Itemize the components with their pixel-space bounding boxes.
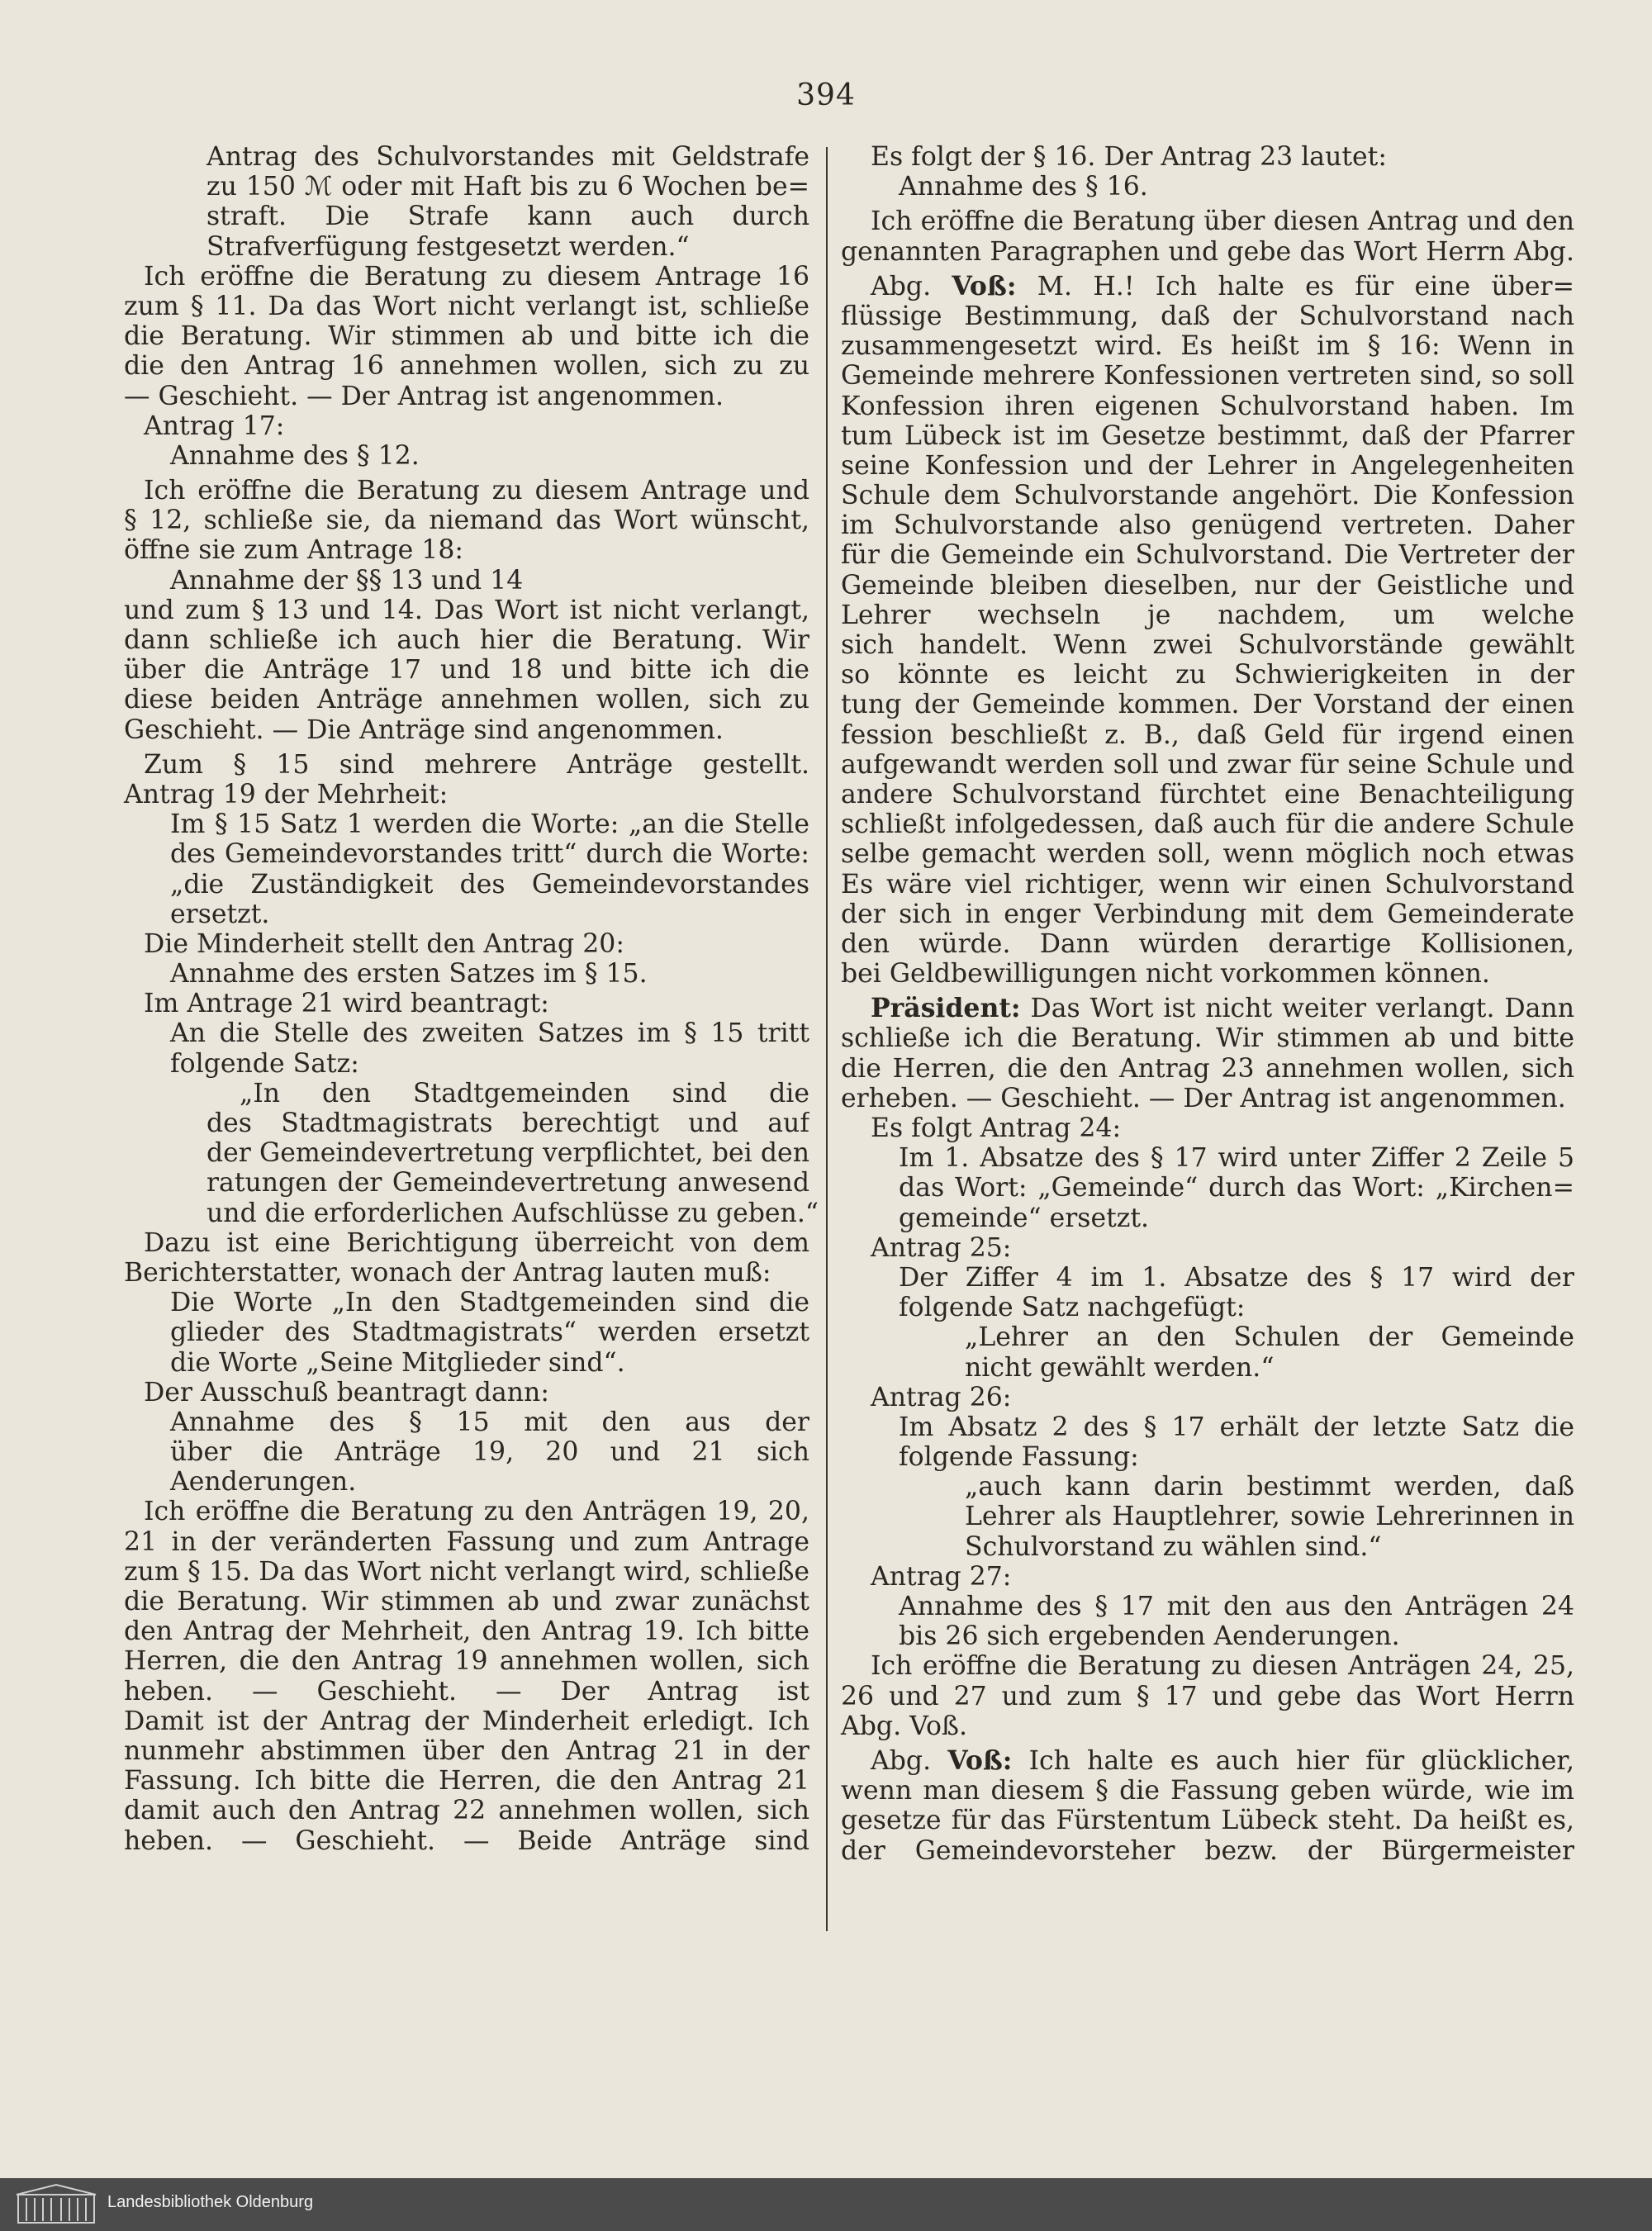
text-line: Abg. Voß.: [841, 1711, 967, 1741]
text-line: über die Anträge 17 und 18 und bitte ich die: [124, 655, 809, 686]
text-line: Lehrer als Hauptlehrer, sowie Lehrerinnen in: [965, 1502, 1574, 1532]
speaker-name: Voß:: [947, 1745, 1013, 1776]
text-line: Die Minderheit stellt den Antrag 20:: [144, 928, 624, 959]
text-line: Damit ist der Antrag der Minderheit erledigt. Ich: [124, 1706, 809, 1736]
text-line: schließt infolgedessen, daß auch für die andere Schule: [841, 809, 1574, 840]
text-line: Im § 15 Satz 1 werden die Worte: „an die Stelle: [170, 809, 809, 840]
text-line: heben. — Geschieht. — Beide Anträge sind: [124, 1825, 809, 1856]
text-line: den Antrag der Mehrheit, den Antrag 19. Ich bitte: [124, 1616, 809, 1647]
line-text: Ich halte es auch hier für glücklicher,: [1012, 1745, 1574, 1776]
text-line: Zum § 15 sind mehrere Anträge gestellt.: [144, 749, 809, 780]
text-line: andere Schulvorstand fürchtet eine Benachteiligung: [841, 779, 1574, 809]
text-line: Antrag 26:: [871, 1382, 1012, 1412]
text-line: Gemeinde mehrere Konfessionen vertreten sind, so soll: [841, 361, 1574, 392]
text-line: über die Anträge 19, 20 und 21 sich: [170, 1437, 809, 1468]
text-line: folgende Satz:: [170, 1048, 359, 1079]
text-line: bis 26 sich ergebenden Aenderungen.: [899, 1621, 1400, 1652]
text-line: ersetzt.: [170, 899, 270, 929]
text-line: Im Absatz 2 des § 17 erhält der letzte Satz die: [899, 1412, 1574, 1442]
text-line: diese beiden Anträge annehmen wollen, sich zu: [124, 685, 809, 715]
text-line: heben. — Geschieht. — Der Antrag ist: [124, 1676, 809, 1706]
text-line: zum § 15. Da das Wort nicht verlangt wird, schließe: [124, 1556, 809, 1587]
text-line: Ich eröffne die Beratung zu den Anträgen 19, 20,: [144, 1497, 809, 1527]
text-line: das Wort: „Gemeinde“ durch das Wort: „Kirchen=: [899, 1173, 1574, 1203]
text-line: — Geschieht. — Der Antrag ist angenommen.: [124, 381, 724, 411]
text-line: Annahme des § 12.: [170, 440, 420, 471]
text-line: Lehrer wechseln je nachdem, um welche: [841, 600, 1574, 630]
text-line: aufgewandt werden soll und zwar für seine Schule und: [841, 749, 1574, 780]
text-line: Gemeinde bleiben dieselben, nur der Geistliche und: [841, 570, 1574, 600]
text-line: Der Ausschuß beantragt dann:: [144, 1377, 549, 1407]
text-line: der Gemeindevertretung verpflichtet, bei den: [206, 1138, 809, 1169]
text-line: tung der Gemeinde kommen. Der Vorstand der einen: [841, 690, 1574, 720]
page-number: 394: [796, 78, 856, 112]
text-line: „auch kann darin bestimmt werden, daß: [965, 1472, 1574, 1502]
text-line: Strafverfügung festgesetzt werden.“: [206, 231, 690, 262]
text-line: Geschieht. — Die Anträge sind angenommen.: [124, 714, 724, 745]
text-line: Im Antrage 21 wird beantragt:: [144, 989, 549, 1019]
text-line: selbe gemacht werden soll, wenn möglich noch etwas: [841, 839, 1574, 870]
text-line: Es folgt Antrag 24:: [871, 1113, 1122, 1143]
text-line: folgende Satz nachgefügt:: [899, 1293, 1246, 1323]
library-name: Landesbibliothek Oldenburg: [107, 2193, 314, 2211]
speaker-prefix: Abg.: [871, 1745, 948, 1776]
text-line: Herren, die den Antrag 19 annehmen wollen, sich: [124, 1646, 809, 1677]
text-line: Dazu ist eine Berichtigung überreicht von dem: [144, 1227, 809, 1258]
text-line: Ich eröffne die Beratung zu diesem Antrage 16: [144, 261, 809, 292]
text-line: Antrag 19 der Mehrheit:: [124, 779, 449, 809]
text-line: zum § 11. Da das Wort nicht verlangt ist, schließe: [124, 291, 809, 321]
line-text: Das Wort ist nicht weiter verlangt. Dann: [1020, 994, 1574, 1024]
footer-bar: [0, 2178, 1652, 2231]
text-line: zu 150 ℳ oder mit Haft bis zu 6 Wochen be=: [206, 172, 809, 202]
text-line: gesetze für das Fürstentum Lübeck steht. Da heißt es,: [841, 1806, 1574, 1836]
text-line: [841, 272, 1574, 301]
text-line: Es folgt der § 16. Der Antrag 23 lautet:: [871, 142, 1387, 172]
text-line: Antrag 17:: [144, 411, 285, 441]
text-line: nicht gewählt werden.“: [965, 1352, 1275, 1383]
text-line: und die erforderlichen Aufschlüsse zu geben.“: [206, 1198, 819, 1228]
text-line: Fassung. Ich bitte die Herren, die den Antrag 21: [124, 1766, 809, 1797]
text-line: Annahme des ersten Satzes im § 15.: [170, 959, 648, 990]
text-line: Berichterstatter, wonach der Antrag lauten muß:: [124, 1257, 771, 1288]
right-column: [841, 142, 1574, 1866]
text-line: Ich eröffne die Beratung zu diesen Anträgen 24, 25,: [871, 1651, 1574, 1682]
text-line: so könnte es leicht zu Schwierigkeiten in der: [841, 660, 1574, 691]
text-line: Annahme des § 16.: [899, 172, 1148, 202]
text-line: straft. Die Strafe kann auch durch: [206, 202, 809, 232]
text-line: Ich eröffne die Beratung über diesen Antrag und den: [871, 206, 1574, 237]
text-line: für die Gemeinde ein Schulvorstand. Die Vertreter der: [841, 540, 1574, 571]
text-line: glieder des Stadtmagistrats“ werden ersetzt: [170, 1317, 809, 1348]
text-line: Konfession ihren eigenen Schulvorstand haben. Im: [841, 391, 1574, 421]
text-line: folgende Fassung:: [899, 1442, 1139, 1473]
text-line: schließe ich die Beratung. Wir stimmen ab und bitte: [841, 1023, 1574, 1054]
text-line: Annahme des § 15 mit den aus der: [170, 1407, 809, 1437]
text-line: der sich in enger Verbindung mit dem Gemeinderate: [841, 899, 1574, 929]
text-line: die Herren, die den Antrag 23 annehmen wollen, sich: [841, 1053, 1574, 1084]
text-line: ratungen der Gemeindevertretung anwesend: [206, 1168, 809, 1199]
text-line: zusammengesetzt wird. Es heißt im § 16: Wenn in: [841, 331, 1574, 362]
text-line: sich handelt. Wenn zwei Schulvorstände gewählt: [841, 630, 1574, 660]
text-line: der Gemeindevorsteher bezw. der Bürgermeister: [841, 1835, 1574, 1866]
text-line: des Stadtmagistrats berechtigt und auf: [206, 1108, 809, 1138]
text-line: Ich eröffne die Beratung zu diesem Antrage und: [144, 476, 809, 506]
text-line: An die Stelle des zweiten Satzes im § 15 tritt: [170, 1018, 809, 1049]
text-line: § 12, schließe sie, da niemand das Wort wünscht,: [124, 506, 809, 536]
text-line: „Lehrer an den Schulen der Gemeinde: [965, 1322, 1574, 1353]
speaker-name: Präsident:: [871, 994, 1021, 1024]
text-line: gemeinde“ ersetzt.: [899, 1203, 1150, 1233]
text-line: Der Ziffer 4 im 1. Absatze des § 17 wird der: [899, 1262, 1574, 1293]
text-line: Schule dem Schulvorstande angehört. Die Konfession: [841, 481, 1574, 511]
text-line: erheben. — Geschieht. — Der Antrag ist angenommen.: [841, 1083, 1566, 1113]
text-line: die Beratung. Wir stimmen ab und zwar zunächst: [124, 1587, 809, 1616]
library-building-icon: [15, 2183, 97, 2226]
text-line: die Worte „Seine Mitglieder sind“.: [170, 1347, 625, 1378]
text-line: Annahme des § 17 mit den aus den Anträgen 24: [899, 1592, 1574, 1621]
text-line: Antrag 27:: [871, 1561, 1012, 1592]
text-line: genannten Paragraphen und gebe das Wort Herrn Abg.: [841, 236, 1574, 267]
text-line: damit auch den Antrag 22 annehmen wollen, sich: [124, 1796, 809, 1826]
text-line: [841, 1746, 1574, 1776]
speaker-prefix: Abg.: [871, 271, 952, 301]
line-text: M. H.! Ich halte es für eine über=: [1016, 271, 1574, 301]
text-line: die Beratung. Wir stimmen ab und bitte ich die: [124, 321, 809, 352]
text-line: Schulvorstand zu wählen sind.“: [965, 1531, 1382, 1562]
text-line: Im 1. Absatze des § 17 wird unter Ziffer 2 Zeile 5: [899, 1143, 1574, 1174]
text-line: und zum § 13 und 14. Das Wort ist nicht verlangt,: [124, 595, 809, 625]
text-line: 21 in der veränderten Fassung und zum Antrage: [124, 1526, 809, 1557]
text-line: Annahme der §§ 13 und 14: [170, 565, 524, 596]
column-divider: [826, 147, 828, 1931]
text-line: öffne sie zum Antrage 18:: [124, 535, 463, 566]
text-line: dann schließe ich auch hier die Beratung. Wir: [124, 625, 809, 655]
text-line: 26 und 27 und zum § 17 und gebe das Wort Herrn: [841, 1681, 1574, 1711]
text-line: [841, 994, 1574, 1023]
text-line: Die Worte „In den Stadtgemeinden sind die: [170, 1288, 809, 1318]
text-line: im Schulvorstande also genügend vertreten. Daher: [841, 510, 1574, 541]
text-line: flüssige Bestimmung, daß der Schulvorstand nach: [841, 301, 1574, 331]
speaker-name: Voß:: [952, 271, 1017, 301]
text-line: Es wäre viel richtiger, wenn wir einen Schulvorstand: [841, 869, 1574, 900]
text-line: nunmehr abstimmen über den Antrag 21 in der: [124, 1735, 809, 1766]
text-line: „die Zuständigkeit des Gemeindevorstandes: [170, 869, 809, 900]
text-line: den würde. Dann würden derartige Kollisionen,: [841, 928, 1574, 959]
text-line: Aenderungen.: [170, 1467, 357, 1498]
text-line: tum Lübeck ist im Gesetze bestimmt, daß der Pfarrer: [841, 420, 1574, 451]
text-line: fession beschließt z. B., daß Geld für irgend einen: [841, 719, 1574, 750]
text-line: Antrag 25:: [871, 1232, 1012, 1263]
text-line: die den Antrag 16 annehmen wollen, sich zu zu: [124, 351, 809, 382]
text-line: „In den Stadtgemeinden sind die: [240, 1078, 809, 1108]
left-column: [124, 142, 819, 1856]
text-line: bei Geldbewilligungen nicht vorkommen können.: [841, 959, 1490, 990]
text-line: seine Konfession und der Lehrer in Angelegenheiten: [841, 450, 1574, 481]
text-line: Antrag des Schulvorstandes mit Geldstrafe: [206, 142, 809, 172]
text-line: des Gemeindevorstandes tritt“ durch die Worte:: [170, 839, 809, 870]
text-line: wenn man diesem § die Fassung geben würde, wie im: [841, 1776, 1574, 1806]
